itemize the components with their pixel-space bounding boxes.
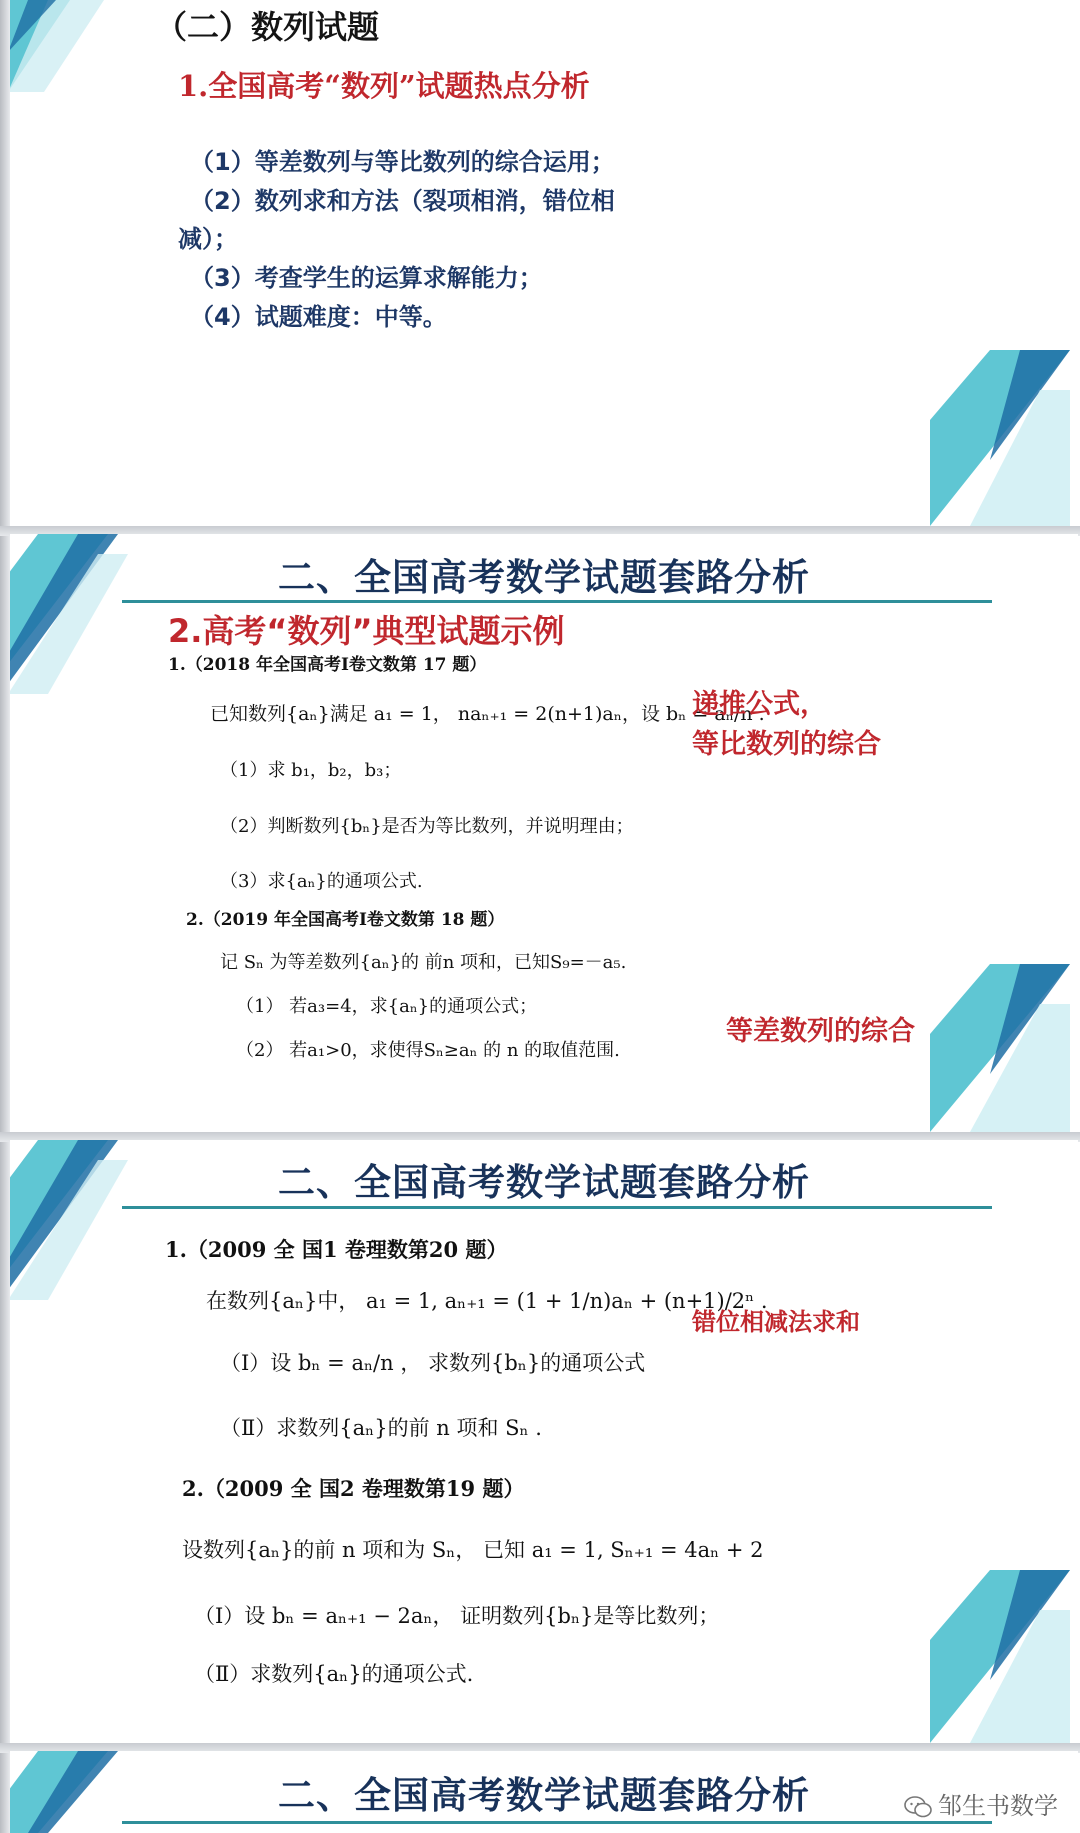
point-1: （1）等差数列与等比数列的综合运用； bbox=[190, 148, 615, 176]
slide-3 bbox=[10, 1140, 1078, 1743]
corner-decoration-bottom-right bbox=[930, 964, 1070, 1132]
title-underline bbox=[122, 1206, 992, 1209]
corner-decoration-bottom-right bbox=[930, 1570, 1070, 1743]
slide-2 bbox=[10, 534, 1078, 1132]
slide-4 bbox=[10, 1751, 1078, 1833]
q1-note-line-2: 等比数列的综合 bbox=[692, 729, 881, 760]
q1-header: 1.（2009 全 国1 卷理数第20 题） bbox=[165, 1237, 508, 1262]
q2-part-2: （2） 若a₁>0，求使得Sₙ≥aₙ 的 n 的取值范围. bbox=[236, 1040, 620, 1061]
q2-part-1: （1） 若a₃=4，求{aₙ}的通项公式； bbox=[236, 996, 538, 1017]
q1-stem: 在数列{aₙ}中， a₁ = 1, aₙ₊₁ = (1 + 1/n)aₙ + (n+1)/2ⁿ . bbox=[206, 1289, 768, 1313]
q1-part-3: （3）求{aₙ}的通项公式. bbox=[220, 871, 423, 892]
q2-stem: 记 Sₙ 为等差数列{aₙ}的 前n 项和，已知S₉=－a₅. bbox=[220, 952, 627, 973]
title-underline bbox=[122, 1821, 992, 1824]
slide-title: 二、全国高考数学试题套路分析 bbox=[278, 1774, 810, 1817]
examples-heading: 2.高考“数列”典型试题示例 bbox=[168, 612, 565, 650]
point-2-cont: 减）； bbox=[178, 225, 238, 253]
point-3: （3）考查学生的运算求解能力； bbox=[190, 264, 543, 292]
title-underline bbox=[122, 600, 992, 603]
q1-part-1: （1）求 b₁，b₂，b₃； bbox=[220, 760, 402, 781]
watermark-text: 邹生书数学 bbox=[938, 1792, 1058, 1820]
q1-part-1: （Ⅰ）设 bₙ = aₙ/n ， 求数列{bₙ}的通项公式 bbox=[220, 1351, 646, 1375]
slide-title: 二、全国高考数学试题套路分析 bbox=[278, 556, 810, 599]
left-edge bbox=[0, 0, 10, 1833]
q1-part-2: （Ⅱ）求数列{aₙ}的前 n 项和 Sₙ . bbox=[220, 1416, 542, 1440]
point-2: （2）数列求和方法（裂项相消，错位相 bbox=[190, 187, 615, 215]
q2-header: 2.（2009 全 国2 卷理数第19 题） bbox=[182, 1476, 525, 1501]
q1-note: 错位相减法求和 bbox=[692, 1308, 860, 1336]
slide-title: 二、全国高考数学试题套路分析 bbox=[278, 1161, 810, 1204]
q2-header: 2.（2019 年全国高考Ⅰ卷文数第 18 题） bbox=[186, 910, 505, 930]
point-4: （4）试题难度：中等。 bbox=[190, 303, 447, 331]
q2-stem: 设数列{aₙ}的前 n 项和为 Sₙ， 已知 a₁ = 1, Sₙ₊₁ = 4aₙ + 2 bbox=[182, 1538, 764, 1562]
q1-note-line-1: 递推公式， bbox=[692, 689, 827, 720]
q2-part-1: （Ⅰ）设 bₙ = aₙ₊₁ − 2aₙ， 证明数列{bₙ}是等比数列； bbox=[194, 1604, 720, 1628]
q2-part-2: （Ⅱ）求数列{aₙ}的通项公式. bbox=[194, 1662, 474, 1686]
wechat-icon bbox=[904, 1796, 932, 1818]
q1-stem: 已知数列{aₙ}满足 a₁ = 1， naₙ₊₁ = 2(n+1)aₙ，设 bₙ = aₙ/n . bbox=[210, 703, 765, 725]
watermark bbox=[904, 1786, 1058, 1821]
q2-note: 等差数列的综合 bbox=[726, 1016, 915, 1047]
slide-1 bbox=[10, 0, 1078, 526]
section-heading: （二）数列试题 bbox=[155, 8, 380, 46]
q1-header: 1.（2018 年全国高考Ⅰ卷文数第 17 题） bbox=[168, 655, 487, 675]
q1-part-2: （2）判断数列{bₙ}是否为等比数列，并说明理由； bbox=[220, 816, 634, 837]
corner-decoration-top-left bbox=[10, 0, 118, 92]
hotspot-heading: 1.全国高考“数列”试题热点分析 bbox=[178, 69, 590, 103]
corner-decoration-bottom-right bbox=[930, 350, 1070, 526]
